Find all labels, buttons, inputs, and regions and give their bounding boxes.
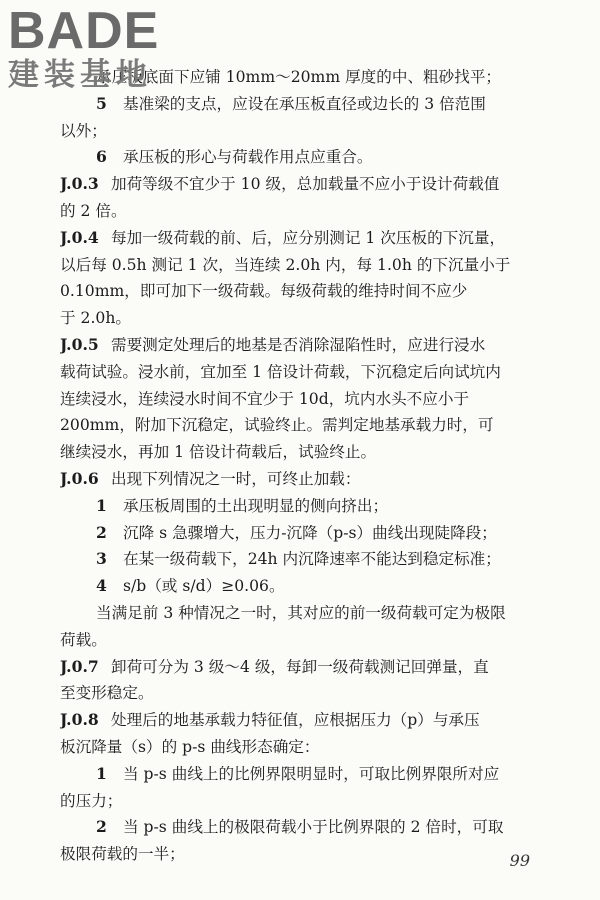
text-line [60,734,570,761]
text-line [60,493,570,520]
section-line [60,466,570,493]
text-line [60,546,570,573]
line-text: 的压力； [60,791,123,810]
line-text: 的 2 倍。 [60,201,127,220]
item-number: 2 [96,522,107,542]
clause-number: J.0.8 [60,710,99,730]
section-line [60,225,570,252]
text-line [60,91,570,118]
text-line [60,841,570,868]
line-text: 连续浸水，连续浸水时间不宜少于 10d，坑内水头不应小于 [60,389,470,408]
line-text: 基准梁的支点，应设在承压板直径或边长的 3 倍范围 [122,94,486,113]
section-line [60,654,570,681]
clause-number: J.0.5 [60,334,99,354]
line-text: 载荷试验。浸水前，宜加至 1 倍设计荷载，下沉稳定后向试坑内 [60,362,501,381]
line-text: 承压板底面下应铺 10mm～20mm 厚度的中、粗砂找平； [96,68,502,86]
item-number: 1 [96,495,107,515]
line-text: 继续浸水，再加 1 倍设计荷载后，试验终止。 [60,443,377,462]
line-text: 承压板周围的土出现明显的侧向挤出； [122,496,389,515]
line-text: 每加一级荷载的前、后，应分别测记 1 次压板的下沉量， [110,228,506,247]
text-line [60,198,570,225]
clause-number: J.0.3 [60,174,99,194]
document-body [60,64,570,868]
text-line [60,573,570,600]
watermark-brand: BADE [8,2,160,60]
text-line [60,386,570,413]
line-text: 需要测定处理后的地基是否消除湿陷性时，应进行浸水 [110,335,486,354]
section-line [60,332,570,359]
text-line [60,252,570,279]
line-text: 卸荷可分为 3 级～4 级，每卸一级荷载测记回弹量，直 [110,657,489,676]
line-text: 板沉降量（s）的 p-s 曲线形态确定： [60,737,320,756]
page-number: 99 [509,851,530,870]
item-number: 4 [96,576,107,596]
text-line [60,144,570,171]
clause-number: J.0.7 [60,656,99,676]
watermark-subtitle: 建装基地 [8,57,152,93]
text-line [60,600,570,627]
text-line [60,627,570,654]
text-line [60,118,570,145]
line-text: 于 2.0h。 [60,309,131,328]
line-text: 以后每 0.5h 测记 1 次，当连续 2.0h 内，每 1.0h 的下沉量小于 [60,255,511,274]
line-text: 出现下列情况之一时，可终止加载： [110,469,361,488]
item-number: 3 [96,549,107,569]
line-text: 当 p-s 曲线上的极限荷载小于比例界限的 2 倍时，可取 [122,818,504,837]
item-number: 2 [96,817,107,837]
text-line [60,439,570,466]
text-line [60,761,570,788]
item-number: 6 [96,147,107,167]
item-number: 5 [96,93,107,113]
line-text: 以外； [60,121,107,140]
line-text: 极限荷载的一半； [60,845,185,864]
clause-number: J.0.6 [60,468,99,488]
bade-watermark-logo [8,2,160,93]
line-text: 处理后的地基承载力特征值，应根据压力（p）与承压 [110,711,480,730]
text-line [60,520,570,547]
section-line [60,171,570,198]
line-text: 沉降 s 急骤增大，压力-沉降（p-s）曲线出现陡降段； [122,523,497,542]
text-line [60,814,570,841]
line-text: 200mm，附加下沉稳定，试验终止。需判定地基承载力时，可 [60,416,494,435]
line-text: 至变形稳定。 [60,684,154,703]
line-text: 承压板的形心与荷载作用点应重合。 [122,148,373,167]
text-line [60,680,570,707]
line-text: 0.10mm，即可加下一级荷载。每级荷载的维持时间不应少 [60,282,468,301]
line-text: 在某一级荷载下，24h 内沉降速率不能达到稳定标准； [122,550,501,569]
section-line [60,707,570,734]
clause-number: J.0.4 [60,227,99,247]
text-line [60,412,570,439]
line-text: 荷载。 [60,630,107,649]
text-line [60,788,570,815]
line-text: s/b（或 s/d）≥0.06。 [122,577,285,596]
line-text: 当满足前 3 种情况之一时，其对应的前一级荷载可定为极限 [96,603,506,622]
line-text: 当 p-s 曲线上的比例界限明显时，可取比例界限所对应 [122,764,500,783]
line-text: 加荷等级不宜少于 10 级，总加载量不应小于设计荷载值 [110,175,500,194]
item-number: 1 [96,763,107,783]
text-line [60,359,570,386]
text-line [60,305,570,332]
text-line [60,278,570,305]
